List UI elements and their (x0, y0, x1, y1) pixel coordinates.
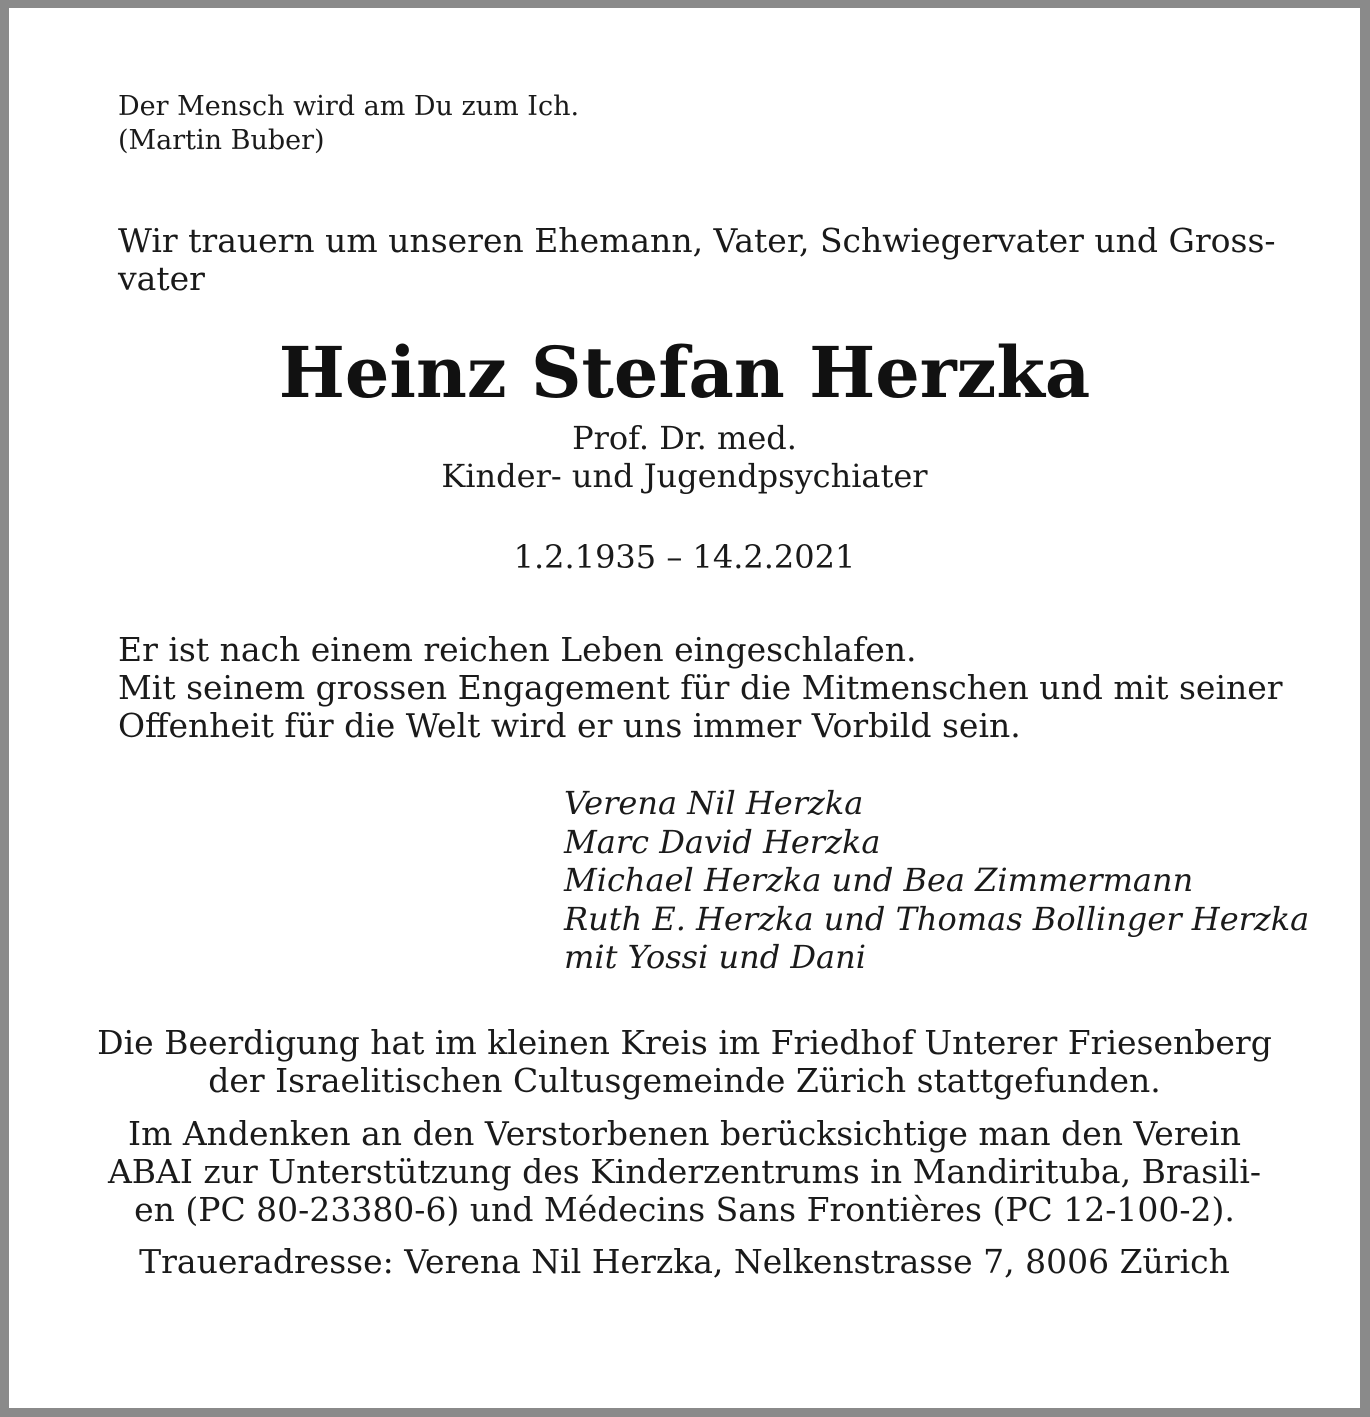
donation-notice (9, 1115, 1360, 1229)
burial-notice (9, 1024, 1360, 1100)
intro-line-2: vater (118, 259, 205, 298)
tribute-line-1: Er ist nach einem reichen Leben eingeschlafen. (118, 630, 917, 669)
mourning-intro (118, 222, 1276, 298)
donation-line-1: Im Andenken an den Verstorbenen berücksichtige man den Verein (128, 1114, 1241, 1153)
obituary-page (9, 8, 1360, 1408)
profession: Kinder- und Jugendpsychiater (441, 457, 928, 495)
academic-title: Prof. Dr. med. (572, 419, 797, 457)
epigraph-quote (118, 90, 579, 158)
burial-line-1: Die Beerdigung hat im kleinen Kreis im Friedhof Unterer Friesenberg (97, 1023, 1272, 1062)
mourner-name: Marc David Herzka (564, 822, 881, 861)
mourner-name: Verena Nil Herzka (564, 784, 864, 822)
tribute-line-3: Offenheit für die Welt wird er uns immer Vorbild sein. (118, 706, 1021, 745)
deceased-name: Heinz Stefan Herzka (278, 331, 1091, 414)
quote-author: (Martin Buber) (118, 125, 325, 156)
mourning-address (9, 1243, 1360, 1281)
mourners-list (564, 784, 1309, 977)
life-dates: 1.2.1935 – 14.2.2021 (513, 538, 856, 576)
donation-line-3: en (PC 80-23380-6) und Médecins Sans Frontières (PC 12-100-2). (134, 1190, 1235, 1229)
mourner-name: Michael Herzka und Bea Zimmermann (564, 861, 1194, 899)
mourner-name: mit Yossi und Dani (564, 938, 866, 976)
intro-line-1: Wir trauern um unseren Ehemann, Vater, Schwiegervater und Gross- (118, 221, 1276, 260)
tribute-text (118, 631, 1283, 745)
quote-text: Der Mensch wird am Du zum Ich. (118, 91, 580, 122)
address-text: Traueradresse: Verena Nil Herzka, Nelkenstrasse 7, 8006 Zürich (139, 1242, 1230, 1281)
mourner-name: Ruth E. Herzka und Thomas Bollinger Herzka (564, 899, 1310, 938)
burial-line-2: der Israelitischen Cultusgemeinde Zürich stattgefunden. (208, 1061, 1161, 1100)
tribute-line-2: Mit seinem grossen Engagement für die Mitmenschen und mit seiner (118, 668, 1283, 707)
donation-line-2: ABAI zur Unterstützung des Kinderzentrums in Mandirituba, Brasili- (107, 1152, 1262, 1191)
